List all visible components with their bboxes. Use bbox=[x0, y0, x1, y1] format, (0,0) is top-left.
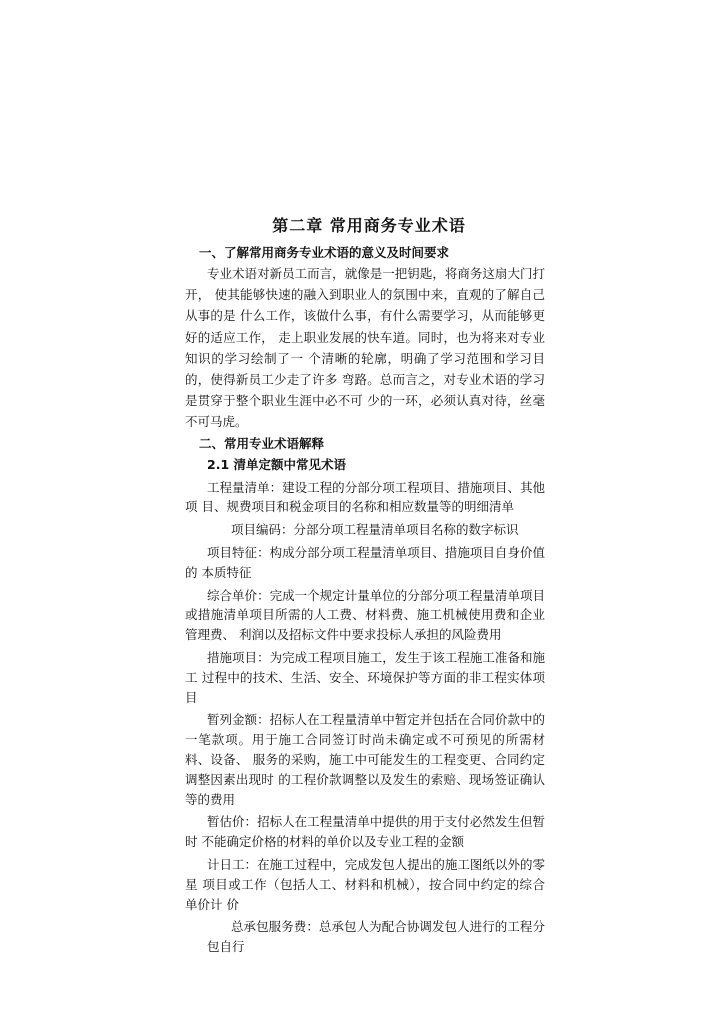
document-body bbox=[185, 214, 545, 957]
term-paragraph-item-code: 项目编码：分部分项工程量清单项目名称的数字标识 bbox=[231, 522, 519, 538]
section-heading-1: 一、了解常用商务专业术语的意义及时间要求 bbox=[199, 245, 450, 260]
term-paragraph-measure-items: 措施项目：为完成工程项目施工，发生于该工程施工准备和施工 过程中的技术、生活、安全、环境保护等方面的非工程实体项目 bbox=[185, 650, 545, 705]
term-paragraph-provisional-sum: 暂列金额：招标人在工程量清单中暂定并包括在合同价款中的一笔款项。用于施工合同签订时尚未确定或不可预见的所需材料、设备、 服务的采购，施工中可能发生的工程变更、合同约定调整因素出现时 的工程价款调整以及发生的索赔、现场签证确认等的费用 bbox=[185, 712, 545, 807]
term-paragraph-item-features: 项目特征：构成分部分项工程量清单项目、措施项目自身价值的 本质特征 bbox=[185, 545, 545, 580]
term-paragraph-estimated-price: 暂估价：招标人在工程量清单中提供的用于支付必然发生但暂时 不能确定价格的材料的单价以及专业工程的金额 bbox=[185, 814, 545, 850]
term-paragraph-unit-price: 综合单价：完成一个规定计量单位的分部分项工程量清单项目或措施清单项目所需的人工费、材料费、施工机械使用费和企业管理费、 利润以及招标文件中要求投标人承担的风险费用 bbox=[185, 587, 545, 643]
last-term-wrapper bbox=[185, 917, 545, 957]
intro-paragraph: 专业术语对新员工而言，就像是一把钥匙，将商务这扇大门打开， 使其能够快速的融入到职业人的氛围中来，直观的了解自己从事的是 什么工作，该做什么事，有什么需要学习，从而能够更好的适应工作， 走上职业发展的快车道。同时，也为将来对专业知识的学习绘制了一 个清晰的轮廓，明确了学习范围和学习目的，使得新员工少走了许多 弯路。总而言之，对专业术语的学习是贯穿于整个职业生涯中必不可 少的一环，必须认真对待，丝毫不可马虎。 bbox=[185, 266, 545, 430]
subsection-heading: 2.1 清单定额中常见术语 bbox=[207, 456, 346, 472]
chapter-title: 第二章 常用商务专业术语 bbox=[272, 216, 466, 235]
term-paragraph-bill-of-quantities: 工程量清单：建设工程的分部分项工程项目、措施项目、其他 项 目、规费项目和税金项目的名称和相应数量等的明细清单 bbox=[185, 479, 545, 515]
section-heading-2: 二、常用专业术语解释 bbox=[199, 435, 325, 451]
term-paragraph-general-contract-fee: 总承包服务费：总承包人为配合协调发包人进行的工程分包自行 bbox=[207, 919, 545, 955]
term-paragraph-daywork: 计日工：在施工过程中，完成发包人提出的施工图纸以外的零星 项目或工作（包括人工、材料和机械），按合同中约定的综合单价计 价 bbox=[185, 856, 545, 912]
